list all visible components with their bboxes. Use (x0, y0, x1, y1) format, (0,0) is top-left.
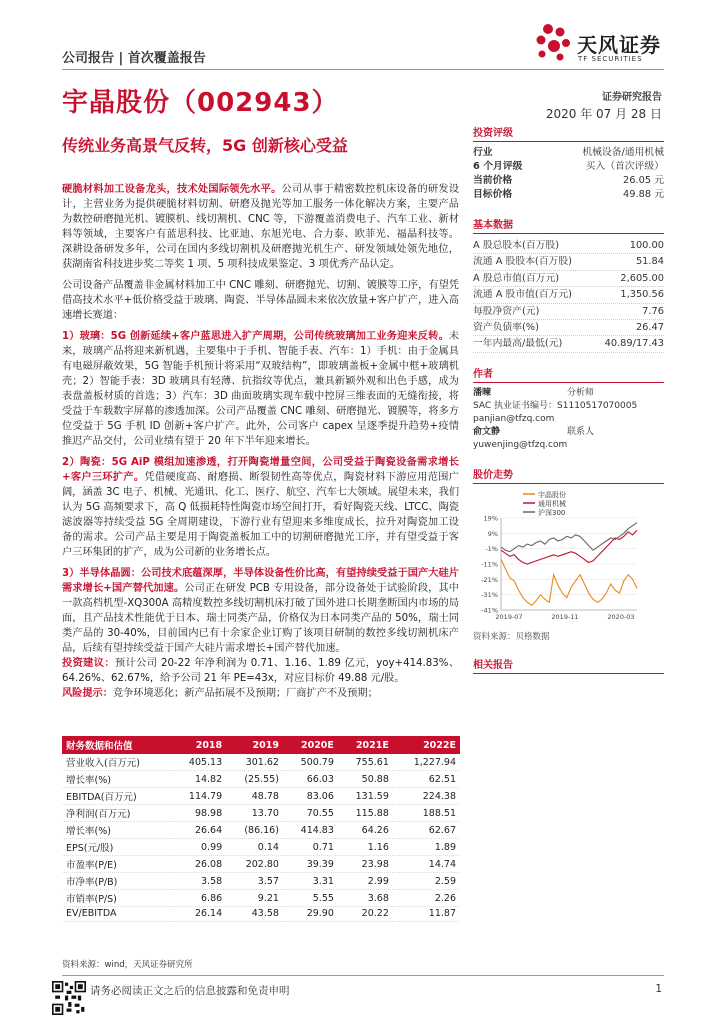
table-cell: 1,227.94 (393, 754, 460, 771)
report-headline: 传统业务高景气反转，5G 创新核心受益 (62, 136, 348, 155)
wafer-paragraph (62, 566, 459, 656)
logo-text-cn: 天风证券 (577, 33, 661, 57)
table-cell: 0.71 (283, 839, 338, 856)
x-tick-label: 2020-03 (607, 612, 635, 621)
basic-value: 40.89/17.43 (604, 338, 664, 350)
y-tick-label: -11% (481, 560, 498, 569)
basic-row (473, 254, 664, 270)
basic-key: 资产负债率(%) (473, 322, 539, 334)
ceramic-lead: 2）陶瓷：5G AiP 模组加速渗透，打开陶瓷增量空间，公司受益于陶瓷设备需求增长+客户三环扩产。 (62, 457, 459, 483)
footer-divider (62, 975, 664, 976)
sidebar (473, 124, 664, 678)
author-email[interactable]: yuwenjing@tfzq.com (473, 439, 568, 450)
table-cell: 39.39 (283, 856, 338, 873)
table-cell: 2.99 (338, 873, 393, 890)
table-header-cell: 2018 (171, 736, 226, 754)
table-cell: 500.79 (283, 754, 338, 771)
header-divider (62, 69, 664, 70)
table-cell: 6.86 (171, 890, 226, 907)
table-row (62, 839, 460, 856)
row-label: EBITDA(百万元) (62, 788, 171, 805)
table-cell: 5.55 (283, 890, 338, 907)
basic-value: 7.76 (642, 305, 664, 317)
table-cell: (86.16) (226, 822, 283, 839)
table-cell: (25.55) (226, 771, 283, 788)
table-cell: 9.21 (226, 890, 283, 907)
glass-text: 未来，玻璃产品将迎来新机遇，主要集中于手机、智能手表、汽车：1）手机：由于金属具有电磁屏蔽效果，5G 智能手机预计将采用“双玻结构”，即玻璃盖板+金属中框+玻璃机壳；2）智能手表：3D 玻璃具有轻薄、抗指纹等优点，兼具新颖外观和出色手感，成为表盘盖板材质的首选；3）汽车：3D 曲面玻璃实现车载中控屏三维表面的无缝衔接，将受益于车载数字屏幕的渗透加深。公司产品覆盖 CNC 雕刻、研磨抛光、镀膜等，将多方位受益于 5G 手机 ID 创新+客户扩产。此外，公司客户 capex 呈逐季提升趋势+疫情推迟产品交付，公司业绩有望于 20 年下半年迎来增长。 (62, 331, 459, 447)
table-row (62, 788, 460, 805)
table-row (62, 771, 460, 788)
table-cell: 20.22 (338, 907, 393, 922)
row-label: 市盈率(P/E) (62, 856, 171, 873)
table-header-cell: 2019 (226, 736, 283, 754)
table-cell: 2.26 (393, 890, 460, 907)
table-row (62, 907, 460, 922)
table-cell: 26.14 (171, 907, 226, 922)
table-cell: 29.90 (283, 907, 338, 922)
basic-row (473, 320, 664, 336)
investment-lead: 投资建议： (62, 658, 115, 669)
table-header-cell: 2022E (393, 736, 460, 754)
related-section-title: 相关报告 (473, 656, 664, 674)
table-cell: 0.99 (171, 839, 226, 856)
basic-row (473, 271, 664, 287)
rating-section-title: 投资评级 (473, 124, 664, 142)
logo-text-en: TF SECURITIES (578, 55, 643, 63)
x-tick-label: 2019-11 (551, 612, 579, 621)
table-row (62, 890, 460, 907)
basic-value: 1,350.56 (620, 289, 664, 301)
rating-key: 6 个月评级 (473, 161, 523, 172)
table-header-cell: 2021E (338, 736, 393, 754)
table-cell: 301.62 (226, 754, 283, 771)
basic-section-title: 基本数据 (473, 216, 664, 234)
table-source: 资料来源：wind，天风证券研究所 (62, 960, 193, 970)
author-cert: SAC 执业证书编号：S1110517070005 (473, 400, 638, 411)
basic-data-list (473, 238, 664, 353)
row-label: 增长率(%) (62, 822, 171, 839)
table-cell: 43.58 (226, 907, 283, 922)
table-cell: 83.06 (283, 788, 338, 805)
table-cell: 3.57 (226, 873, 283, 890)
table-cell: 3.68 (338, 890, 393, 907)
footer-disclaimer: 请务必阅读正文之后的信息披露和免责申明 (90, 985, 290, 997)
glass-paragraph (62, 329, 459, 449)
price-trend-chart (473, 488, 664, 628)
basic-key: 流通 A 股股本(百万股) (473, 256, 572, 268)
table-cell: 14.82 (171, 771, 226, 788)
table-cell: 405.13 (171, 754, 226, 771)
series-line (501, 559, 637, 605)
table-header-cell: 财务数据和估值 (62, 736, 171, 754)
table-cell: 188.51 (393, 805, 460, 822)
basic-row (473, 336, 664, 352)
main-body (62, 182, 459, 707)
basic-row (473, 304, 664, 320)
table-cell: 70.55 (283, 805, 338, 822)
row-label: 净利润(百万元) (62, 805, 171, 822)
risk-paragraph (62, 686, 459, 701)
research-label: 证券研究报告 (602, 92, 662, 103)
author-email[interactable]: panjian@tfzq.com (473, 413, 555, 424)
y-tick-label: 19% (483, 514, 498, 523)
wafer-text: 公司正在研发 PCB 专用设备，部分设备处于试验阶段，其中一款高档机型-XQ300A 高精度数控多线切割机床打破了国外进口长期垄断国内市场的局面，且产品技术性能优于日本、瑞士同类产品，价格仅为日本同类产品的 50%，瑞士同类产品的 30-40%，目前国内已有十余家企业订购了该项目研制的数控多线切割机床产品，后续有望持续受益于国产大硅片需求增长+国产替代加速。 (62, 583, 459, 654)
glass-lead: 1）玻璃：5G 创新延续+客户蓝思进入扩产周期，公司传统玻璃加工业务迎来反转。 (62, 331, 449, 342)
row-label: 市净率(P/B) (62, 873, 171, 890)
investment-text: 预计公司 20-22 年净利润为 0.71、1.16、1.89 亿元，yoy+414.83%、64.26%、62.67%，给予公司 21 年 PE=43x，对应目标价 49.88 元/股。 (62, 658, 460, 684)
legend-label: 通用机械 (538, 499, 566, 508)
table-body (62, 754, 460, 921)
basic-row (473, 238, 664, 254)
y-tick-label: -21% (481, 575, 498, 584)
author-role: 联系人 (567, 426, 595, 437)
table-row (62, 805, 460, 822)
wafer-lead: 3）半导体晶圆：公司技术底蕴深厚，半导体设备性价比高，有望持续受益于国产大硅片需求增长+国产替代加速。 (62, 568, 459, 594)
page-number: 1 (655, 983, 662, 995)
author-role: 分析师 (567, 387, 595, 398)
author-row (473, 426, 664, 439)
table-cell: 3.31 (283, 873, 338, 890)
rating-key: 目标价格 (473, 189, 513, 200)
table-cell: 3.58 (171, 873, 226, 890)
report-date: 2020 年 07 月 28 日 (545, 107, 662, 121)
basic-value: 100.00 (629, 240, 664, 251)
report-type: 公司报告 | 首次覆盖报告 (62, 51, 206, 66)
row-label: 增长率(%) (62, 771, 171, 788)
author-section-title: 作者 (473, 365, 664, 383)
table-cell: 202.80 (226, 856, 283, 873)
table-cell: 13.70 (226, 805, 283, 822)
rating-value: 机械设备/通用机械 (582, 147, 664, 158)
x-tick-label: 2019-07 (495, 612, 523, 621)
rating-key: 行业 (473, 147, 493, 158)
author-row (473, 387, 664, 400)
summary-text: 公司从事于精密数控机床设备的研发设计，主营业务为提供硬脆材料切割、研磨及抛光等加工服务一体化解决方案，主要产品为数控研磨抛光机、镀膜机、线切割机、CNC 等，下游覆盖消费电子、汽车工业、新材料等领域，主要客户有蓝思科技、比亚迪、东旭光电、合力泰、欧菲光、福晶科技等。深耕设备研发多年，公司在国内多线切割机及研磨抛光机生产、研发领域处领先地位，获湖南省科技进步奖二等奖 1 项、5 项科技成果鉴定、3 项优秀产品认定。 (62, 184, 460, 270)
table-cell: 131.59 (338, 788, 393, 805)
table-cell: 62.67 (393, 822, 460, 839)
rating-row (473, 160, 664, 174)
table-row (62, 754, 460, 771)
table-cell: 114.79 (171, 788, 226, 805)
author-name: 俞文静 (473, 426, 501, 437)
basic-value: 51.84 (635, 256, 664, 268)
table-cell: 1.16 (338, 839, 393, 856)
logo-mark-icon (532, 20, 574, 66)
rating-key: 当前价格 (473, 175, 513, 186)
risk-text: 竞争环境恶化；新产品拓展不及预期；厂商扩产不及预期； (112, 688, 378, 699)
table-row (62, 856, 460, 873)
y-tick-label: -31% (481, 591, 498, 600)
price-trend-svg (473, 488, 664, 628)
rating-row (473, 146, 664, 160)
table-header-cell: 2020E (283, 736, 338, 754)
qr-code-icon (52, 981, 86, 1015)
table-cell: 11.87 (393, 907, 460, 922)
table-cell: 414.83 (283, 822, 338, 839)
y-tick-label: -1% (485, 545, 498, 554)
brand-logo (532, 18, 672, 68)
series-line (501, 522, 637, 551)
basic-key: A 股总市值(百万元) (473, 272, 560, 284)
basic-value: 26.47 (635, 322, 664, 334)
row-label: EPS(元/股) (62, 839, 171, 856)
table-cell: 1.89 (393, 839, 460, 856)
basic-key: 每股净资产(元) (473, 305, 540, 317)
row-label: 市销率(P/S) (62, 890, 171, 907)
table-cell: 23.98 (338, 856, 393, 873)
financial-table (62, 736, 460, 922)
basic-key: A 股总股本(百万股) (473, 240, 560, 251)
table-cell: 2.59 (393, 873, 460, 890)
risk-lead: 风险提示： (62, 688, 113, 699)
coverage-paragraph: 公司设备产品覆盖非金属材料加工中 CNC 雕刻、研磨抛光、切割、镀膜等工序，有望凭借高技术水平+低价格受益于玻璃、陶瓷、半导体晶圆未来依次放量+客户扩产，进入高速增长赛道： (62, 280, 459, 321)
y-tick-label: -41% (481, 606, 498, 615)
table-cell: 26.64 (171, 822, 226, 839)
basic-value: 2,605.00 (620, 272, 664, 284)
row-label: EV/EBITDA (62, 907, 171, 922)
row-label: 营业收入(百万元) (62, 754, 171, 771)
rating-value: 买入（首次评级） (585, 161, 664, 172)
trend-section-title: 股价走势 (473, 466, 664, 484)
table-cell: 26.08 (171, 856, 226, 873)
rating-list (473, 146, 664, 202)
table-cell: 755.61 (338, 754, 393, 771)
legend-label: 宇晶股份 (538, 490, 566, 499)
basic-row (473, 287, 664, 303)
legend-label: 沪深300 (538, 508, 566, 517)
table-cell: 224.38 (393, 788, 460, 805)
author-name: 潘暕 (473, 387, 492, 398)
author-block (473, 387, 664, 452)
ceramic-text: 凭借硬度高、耐磨损、断裂韧性高等优点，陶瓷材料下游应用范围广阔，涵盖 3C 电子、机械、光通讯、化工、医疗、航空、汽车七大领域。展望未来，我们认为 5G 高频要求下，高 Q 低损耗特性陶瓷市场空间打开，看好陶瓷天线、LTCC、陶瓷滤波器等持续受益 5G 全周期建设，下游行业有望迎来多维度成长，拉升对陶瓷加工设备的需求。公司产品主要是用于陶瓷盖板加工中的切割研磨抛光工序，并有望受益于客户三环集团的扩产，成为公司新的业务增长点。 (62, 472, 460, 558)
table-cell: 0.14 (226, 839, 283, 856)
rating-row (473, 174, 664, 188)
table-cell: 64.26 (338, 822, 393, 839)
table-row (62, 822, 460, 839)
summary-paragraph (62, 182, 459, 272)
ceramic-paragraph (62, 455, 459, 560)
investment-paragraph (62, 656, 459, 686)
table-cell: 98.98 (171, 805, 226, 822)
rating-value: 26.05 元 (623, 175, 664, 186)
rating-value: 49.88 元 (623, 189, 664, 200)
basic-key: 流通 A 股市值(百万元) (473, 289, 572, 301)
y-tick-label: 9% (487, 529, 498, 538)
trend-source: 资料来源：贝格数据 (473, 631, 550, 642)
company-title: 宇晶股份（002943） (62, 88, 339, 118)
table-cell: 115.88 (338, 805, 393, 822)
table-cell: 50.88 (338, 771, 393, 788)
table-row (62, 873, 460, 890)
table-header-row (62, 736, 460, 754)
table-cell: 66.03 (283, 771, 338, 788)
table-cell: 48.78 (226, 788, 283, 805)
table-cell: 14.74 (393, 856, 460, 873)
rating-row (473, 188, 664, 202)
table-cell: 62.51 (393, 771, 460, 788)
summary-lead: 硬脆材料加工设备龙头，技术处国际领先水平。 (62, 184, 282, 195)
basic-key: 一年内最高/最低(元) (473, 338, 563, 350)
